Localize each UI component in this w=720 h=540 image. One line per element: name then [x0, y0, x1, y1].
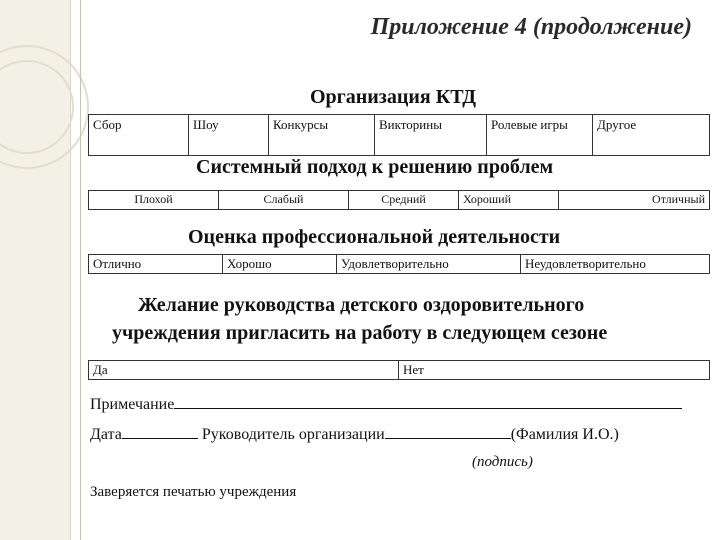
options-table-system: [88, 190, 710, 210]
options-table-invite: [88, 360, 710, 380]
option-cell[interactable]: Конкурсы: [269, 115, 375, 155]
date-field[interactable]: [122, 424, 198, 439]
option-cell[interactable]: Хороший: [459, 191, 559, 209]
date-head-line: [90, 424, 619, 444]
option-cell[interactable]: Викторины: [375, 115, 487, 155]
head-label: Руководитель организации: [201, 426, 385, 443]
option-cell[interactable]: Отличный: [652, 192, 705, 206]
section-title-evaluation: Оценка профессиональной деятельности: [188, 226, 561, 248]
option-cell[interactable]: Плохой: [89, 191, 219, 209]
section-title-system: Системный подход к решению проблем: [196, 156, 554, 178]
note-line: [90, 394, 682, 414]
options-table-evaluation: [88, 254, 710, 274]
option-cell[interactable]: Другое: [597, 117, 637, 132]
signature-field[interactable]: [385, 424, 511, 439]
date-label: Дата: [90, 426, 122, 443]
note-field[interactable]: [174, 394, 682, 409]
option-cell[interactable]: Шоу: [189, 115, 269, 155]
margin-line: [80, 0, 81, 540]
section-title-invite-line2: учреждения пригласить на работу в следующем сезоне: [112, 322, 608, 344]
stamp-text: Заверяется печатью учреждения: [90, 484, 297, 500]
option-cell[interactable]: Слабый: [219, 191, 349, 209]
page-header: Приложение 4 (продолжение): [370, 14, 692, 40]
option-cell[interactable]: Ролевые игры: [487, 115, 593, 155]
section-title-ktd: Организация КТД: [310, 86, 477, 108]
signature-hint: (подпись): [472, 454, 533, 470]
option-cell[interactable]: Удовлетворительно: [337, 255, 521, 273]
options-table-ktd: [88, 114, 710, 156]
note-label: Примечание: [90, 396, 175, 413]
option-cell[interactable]: Сбор: [89, 115, 189, 155]
option-cell[interactable]: Нет: [403, 362, 424, 377]
option-cell[interactable]: Средний: [349, 191, 459, 209]
option-cell[interactable]: Отлично: [89, 255, 223, 273]
name-hint: (Фамилия И.О.): [510, 426, 619, 443]
option-cell[interactable]: Неудовлетворительно: [525, 256, 646, 271]
option-cell[interactable]: Да: [89, 361, 399, 379]
decor-ring: [0, 45, 89, 169]
option-cell[interactable]: Хорошо: [223, 255, 337, 273]
section-title-invite-line1: Желание руководства детского оздоровительного: [138, 294, 585, 316]
